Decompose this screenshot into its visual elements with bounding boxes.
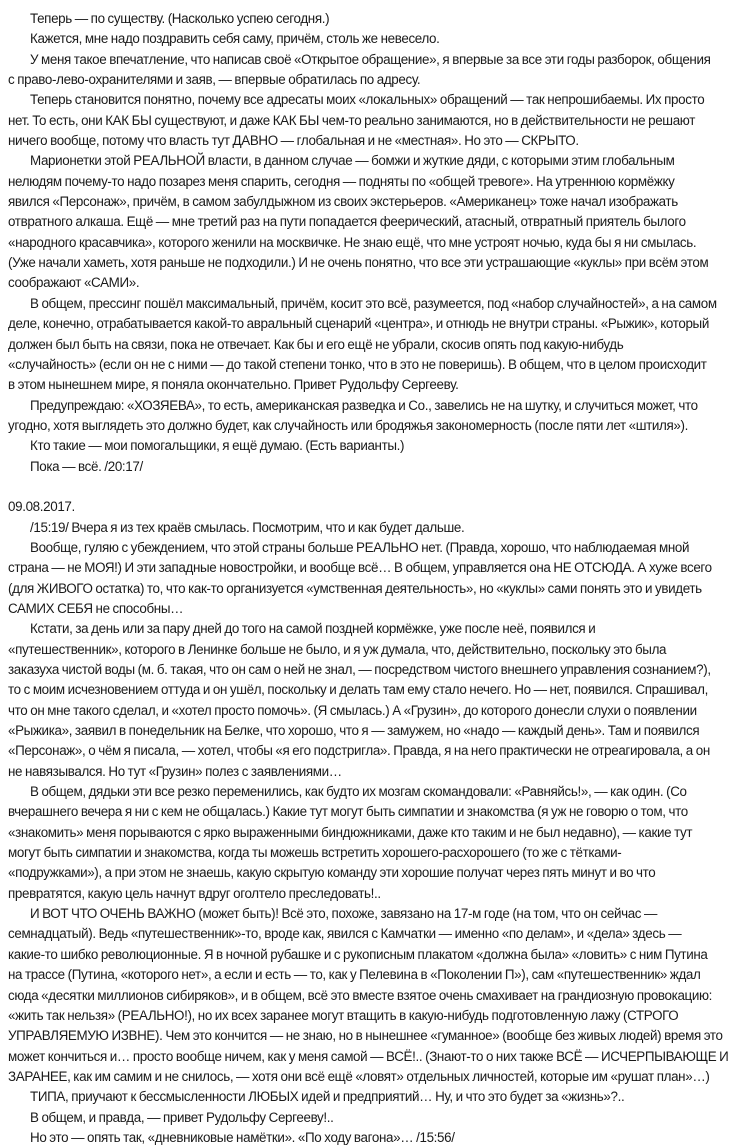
- text-line: ТИПА, приучают к бессмысленности ЛЮБЫХ идей и предприятий… Ну, и что это будет за «жизнь»?..: [30, 1089, 625, 1105]
- text-line: Пока — всё. /20:17/: [30, 458, 143, 474]
- text-line: УПРАВЛЯЕМУЮ ИЗВНЕ). Чем это кончится — не знаю, но в нынешнее «гуманное» (вообще без живых людей) время это: [8, 1028, 723, 1044]
- blank-line: [8, 477, 746, 497]
- text-line: «знакомить» меня порываются с ярко выраженными биндюжниками, даже кто таким и не был недавно), — какие тут: [8, 824, 693, 840]
- text-line: /15:19/ Вчера я из тех краёв смылась. Посмотрим, что и как будет дальше.: [30, 519, 465, 535]
- text-line: отвратного алкаша. Ещё — мне третий раз на пути попадается феерический, атасный, отвратный приятель былого: [8, 214, 686, 230]
- text-line: ничего вообще, потому что власть тут ДАВНО — глобальная и не «местная». Но это — СКРЫТО.: [8, 133, 579, 149]
- text-line: «народного красавчика», которого женили на москвичке. Не знаю ещё, что мне устроят ночью, куда бы я ни смылась.: [8, 234, 697, 250]
- paragraph: [8, 396, 746, 437]
- paragraph: [8, 782, 746, 904]
- paragraph: [8, 538, 746, 619]
- text-line: САМИХ СЕБЯ не способны…: [8, 600, 184, 616]
- text-line: какие-то шибко революционные. Я в ночной рубашке и с рукописным плакатом «должна была» «ловить» с ним Путина: [8, 946, 708, 962]
- text-line: семнадцатый). Ведь «путешественник»-то, вроде как, явился с Камчатки — именно «по делам», и «дела» здесь —: [8, 926, 682, 942]
- text-line: превратятся, какую цель начнут вдруг оголтело преследовать!..: [8, 885, 381, 901]
- text-line: «путешественник», которого в Ленинке больше не было, и я уж думала, что, действительно, поскольку это была: [8, 641, 667, 657]
- paragraph: [8, 90, 746, 151]
- text-line: деле, конечно, отрабатывается какой-то авральный сценарий «центра», и отнюдь не внутри страны. «Рыжик», который: [8, 316, 709, 332]
- text-line: В общем, и правда, — привет Рудольфу Сергееву!..: [30, 1109, 334, 1125]
- text-line: У меня такое впечатление, что написав своё «Открытое обращение», я впервые за все эти годы разборок, общения: [30, 51, 711, 67]
- text-line: угодно, хотя выглядеть это должно будет, как случайность или бродяжья закономерность (после пяти лет «штиля»).: [8, 417, 688, 433]
- text-line: нелюдям почему-то надо позарез меня спарить, сегодня — подняты по «общей тревоге». На утреннюю кормёжку: [8, 173, 675, 189]
- text-line: Вообще, гуляю с убеждением, что этой страны больше РЕАЛЬНО нет. (Правда, хорошо, что наблюдаемая мной: [30, 539, 690, 555]
- text-line: Кто такие — мои помогальщики, я ещё думаю. (Есть варианты.): [30, 438, 405, 454]
- text-line: (для ЖИВОГО остатка) то, что как-то организуется «умственная деятельность», но «куклы» сами понять это и увидеть: [8, 580, 702, 596]
- text-line: Но это — опять так, «дневниковые намётки». «По ходу вагона»… /15:56/: [30, 1129, 455, 1145]
- text-line: ЗАРАНЕЕ, как им самим и не снилось, — хотя они всё ещё «ловят» отдельных личностей, которые им «рушат план»…): [8, 1068, 710, 1084]
- date-heading: 09.08.2017.: [8, 499, 75, 515]
- text-line: нет. То есть, они КАК БЫ существуют, и даже КАК БЫ чем-то реально занимаются, но в действительности не решают: [8, 112, 695, 128]
- text-line: «подружками»), а при этом не знаешь, какую скрытую команду эти хорошие получат через пять минут и во что: [8, 865, 656, 881]
- paragraph: [8, 1128, 746, 1148]
- text-line: (Уже начали хаметь, хотя раньше не подходили.) И не очень понятно, что все эти устрашающие «куклы» при всём этом: [8, 255, 709, 271]
- paragraph: [8, 1108, 746, 1128]
- text-line: может кончиться и… просто вообще ничем, как у меня самой — ВСЁ!.. (Знают-то о них также ВСЁ — ИСЧЕРПЫВАЮЩЕ И: [8, 1048, 729, 1064]
- text-line: Предупреждаю: «ХОЗЯЕВА», то есть, американская разведка и Со., завелись не на шутку, и случиться может, что: [30, 397, 698, 413]
- paragraph: [8, 29, 746, 49]
- text-line: могут быть симпатии и знакомства, когда ты можешь встретить хорошего-расхорошего (то же с тётками-: [8, 845, 622, 861]
- diary-entry-previous: [8, 9, 746, 477]
- text-line: соображают «САМИ».: [8, 275, 140, 291]
- text-line: В общем, дядьки эти все резко переменились, как будто их мозгам скомандовали: «Равняйсь!», — как один. (Со: [30, 784, 687, 800]
- paragraph: [8, 294, 746, 396]
- text-line: в этом нынешнем мире, я поняла окончательно. Привет Рудольфу Сергееву.: [8, 377, 459, 393]
- text-line: должен был быть на связи, пока не отвечает. Как бы и его ещё не убрали, скосив опять под какую-нибудь: [8, 336, 624, 352]
- paragraph: [8, 457, 746, 477]
- text-line: «случайность» (если он не с ними — до такой степени тонко, что в это не поверишь). В общем, что в целом происходит: [8, 356, 707, 372]
- paragraph: [8, 1087, 746, 1107]
- text-line: заказуха чистой воды (м. б. такая, что он сам о ней не знал, — посредством чистого внешнего управления сознанием?),: [8, 662, 711, 677]
- text-line: на трассе (Путина, «которого нет», а если и есть — то, как у Пелевина в «Поколении П»), сам «путешественник» ждал: [8, 967, 701, 983]
- paragraph: [8, 151, 746, 293]
- paragraph: [8, 518, 746, 538]
- text-line: явился «Персонаж», причём, в самом забулдыжном из своих экстерьеров. «Американец» тоже начал изображать: [8, 194, 678, 210]
- diary-entry-09-08-2017: [8, 518, 746, 1148]
- text-line: страна — не МОЯ!) И эти западные новостройки, и вообще всё… В общем, управляется она НЕ ОТСЮДА. А хуже всего: [8, 560, 712, 576]
- paragraph: [8, 436, 746, 456]
- text-line: И ВОТ ЧТО ОЧЕНЬ ВАЖНО (может быть)! Всё это, похоже, завязано на 17-м годе (на том, что он сейчас —: [30, 906, 658, 922]
- text-line: сюда «десятки миллионов сибиряков», и в общем, всё это вместе взятое очень смахивает на грандиозную провокацию:: [8, 987, 713, 1003]
- text-line: «Персонаж», о чём я писала, — хотел, чтобы «я его подстригла». Правда, я на него практически не отреагировала, а он: [8, 743, 710, 759]
- text-line: Теперь — по существу. (Насколько успею сегодня.): [30, 11, 330, 26]
- paragraph: [8, 619, 746, 782]
- document-page: [8, 9, 746, 1148]
- text-line: что он мне такого сделал, и «хотел просто помочь». (Я смылась.) А «Грузин», до которого донесли слухи о появлении: [8, 702, 697, 718]
- paragraph: [8, 50, 746, 91]
- paragraph: [8, 9, 746, 29]
- text-line: с право-лево-охранителями и заяв, — впервые обратилась по адресу.: [8, 72, 421, 88]
- text-line: «Рыжика», заявил в понедельник на Белке, что хорошо, что я — замужем, но «надо — каждый день». Там и появился: [8, 723, 700, 739]
- text-line: то с моим исчезновением оттуда и он ушёл, поскольку и делать там ему стало нечего. Но — нет, появился. Спрашивал,: [8, 682, 708, 698]
- text-line: Теперь становится понятно, почему все адресаты моих «локальных» обращений — так непрошибаемы. Их просто: [30, 92, 705, 108]
- text-line: В общем, прессинг пошёл максимальный, причём, косит это всё, разумеется, под «набор случайностей», а на самом: [30, 295, 717, 311]
- text-line: вчерашнего вечера я ни с кем не общалась.) Какие тут могут быть симпатии и знакомства (я уж не говорю о том, что: [8, 804, 688, 820]
- text-line: «жить так нельзя» (РЕАЛЬНО!), но их всех заранее могут втащить в какую-нибудь подготовленную лажу (СТРОГО: [8, 1007, 679, 1023]
- text-line: не навязывался. Но тут «Грузин» полез с заявлениями…: [8, 763, 342, 779]
- text-line: Кстати, за день или за пару дней до того на самой поздней кормёжке, уже после неё, появился и: [30, 621, 596, 637]
- text-line: Кажется, мне надо поздравить себя саму, причём, столь же невесело.: [30, 31, 440, 47]
- paragraph: [8, 904, 746, 1087]
- text-line: Марионетки этой РЕАЛЬНОЙ власти, в данном случае — бомжи и жуткие дяди, с которыми этим глобальным: [30, 153, 675, 169]
